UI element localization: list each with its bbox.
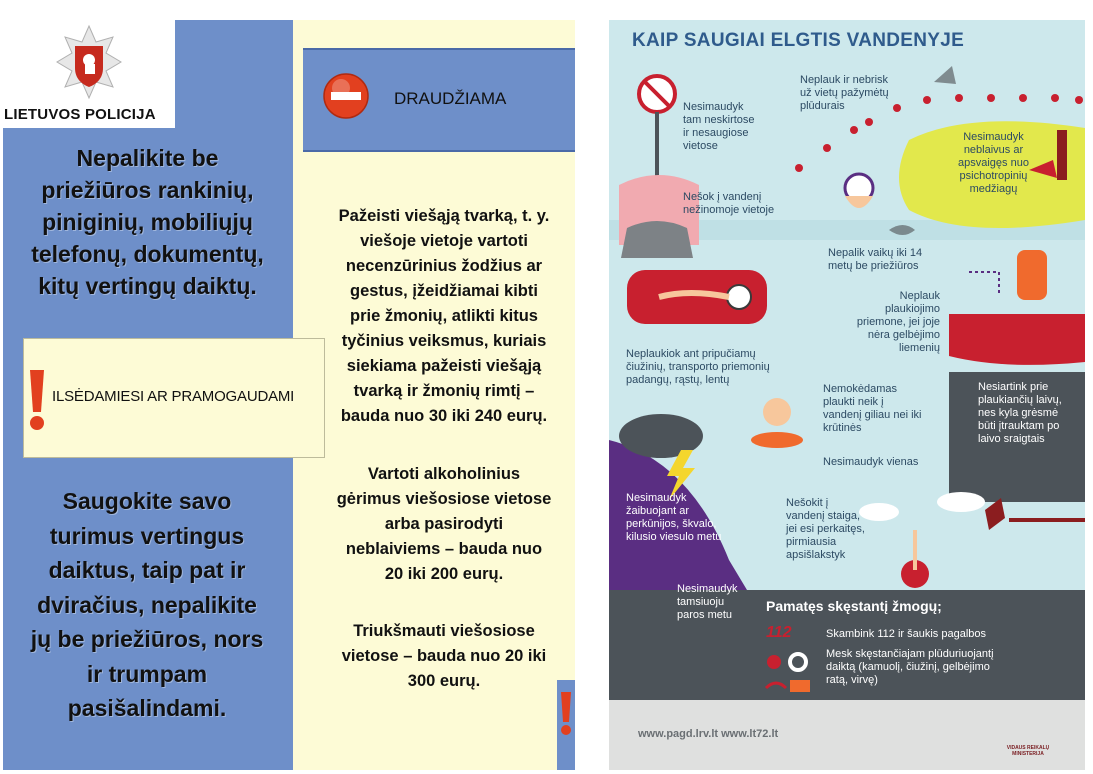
- child-icon: [763, 398, 791, 426]
- rescue-title: Pamatęs skęstantį žmogų;: [766, 598, 942, 614]
- footer-links: www.pagd.lrv.lt www.lt72.lt: [638, 728, 779, 740]
- text-line: viešoje vietoje vartoti: [360, 232, 528, 250]
- valuables-message: [15, 142, 280, 302]
- text-line: Nemokėdamas: [823, 383, 897, 395]
- text-line: Neplauk: [899, 290, 940, 302]
- emergency-number: 112: [766, 624, 792, 641]
- text-line: laivo sraigtais: [978, 433, 1045, 445]
- text-line: prie žmonių, atlikti kitus: [350, 307, 538, 325]
- text-line: vietose: [683, 140, 718, 152]
- text-line: nežinomoje vietoje: [683, 204, 775, 216]
- text-line: Nesiartink prie: [978, 381, 1049, 393]
- text-line: tyčinius veiksmus, kuriais: [341, 332, 547, 350]
- life-vest-icon: [1017, 250, 1047, 300]
- no-entry-icon: [322, 72, 370, 120]
- tip-boats: [978, 381, 1062, 446]
- tip-unknown-dive: [683, 191, 774, 217]
- text-line: čiužinių, transporto priemonių: [626, 361, 770, 373]
- text-line: 300 eurų.: [407, 672, 481, 690]
- text-line: Nešok į vandenį: [683, 191, 762, 203]
- text-line: vandenį giliau nei iki: [823, 409, 922, 421]
- tip-drunk: [958, 131, 1029, 196]
- text-line: būti įtrauktam po: [978, 420, 1060, 432]
- rescue-items-icon: [764, 650, 814, 696]
- text-line: telefonų, dokumentų,: [31, 241, 264, 267]
- tip-children: [828, 247, 922, 273]
- text-line: ir nesaugiose: [683, 127, 749, 139]
- text-line: plūdurais: [800, 100, 845, 112]
- text-line: apsišlakstyk: [786, 549, 846, 561]
- text-line: dviračius, nepalikite: [37, 591, 257, 618]
- exclamation-icon: [559, 690, 573, 738]
- text-line: priežiūros rankinių,: [41, 177, 254, 203]
- text-line: krūtinės: [823, 422, 862, 434]
- text-line: nes kyla grėsmė: [978, 407, 1059, 419]
- boat-icon: [949, 314, 1085, 365]
- text-line: pirmiausia: [786, 536, 837, 548]
- rescue-throw: [826, 648, 994, 687]
- shark-fin-icon: [934, 66, 956, 84]
- text-line: metų be priežiūros: [828, 260, 919, 272]
- text-line: Triukšmauti viešosiose: [353, 622, 535, 640]
- text-line: Nesimaudyk: [626, 492, 687, 504]
- public-order-rule: [320, 204, 568, 429]
- bottle-icon: [1057, 130, 1067, 180]
- text-line: siekiama pažeisti viešąją: [346, 357, 542, 375]
- noise-rule: [320, 619, 568, 694]
- tip-night: [677, 583, 738, 622]
- tip-deep-water: [823, 383, 921, 435]
- logo-text: LIETUVOS POLICIJA: [4, 106, 156, 123]
- text-line: plaukiančių laivų,: [978, 394, 1062, 406]
- ministry-name: VIDAUS REIKALŲ MINISTERIJA: [1006, 745, 1050, 757]
- text-line: kilusio viesulo metu: [626, 531, 722, 543]
- text-line: Nesimaudyk: [683, 101, 744, 113]
- text-line: paros metu: [677, 609, 733, 621]
- text-line: perkūnijos, škvalo,: [626, 518, 717, 530]
- text-line: plaukti neik į: [823, 396, 884, 408]
- text-line: apsvaigęs nuo: [958, 157, 1029, 169]
- text-line: gestus, įžeidžiamai kibti: [350, 282, 538, 300]
- text-line: jei esi perkaitęs,: [786, 523, 865, 535]
- text-line: arba pasirodyti: [384, 515, 504, 533]
- text-line: tam neskirtose: [683, 114, 755, 126]
- text-line: Pažeisti viešąją tvarką, t. y.: [338, 207, 550, 225]
- text-line: Vartoti alkoholinius: [367, 465, 521, 483]
- text-line: tvarką ir žmonių rimtį –: [353, 382, 535, 400]
- text-line: Mesk skęstančiajam plūduriuojantį: [826, 648, 994, 660]
- text-line: priemone, jei joje: [856, 316, 940, 328]
- police-star-icon: [3, 20, 175, 110]
- text-line: neblaiviems – bauda nuo: [345, 540, 543, 558]
- text-line: Nepalikite be: [76, 145, 219, 171]
- tip-not-alone: [823, 456, 918, 469]
- bicycle-message: [12, 484, 282, 726]
- text-line: Nesimaudyk vienas: [823, 456, 919, 468]
- tip-inflatables: [626, 348, 770, 387]
- rescue-call: Skambink 112 ir šaukis pagalbos: [826, 628, 986, 640]
- text-line: nėra gelbėjimo: [867, 329, 940, 341]
- text-line: Nesimaudyk: [963, 131, 1024, 143]
- text-line: daiktą (kamuolį, čiužinį, gelbėjimo: [826, 661, 990, 673]
- prohibited-label: DRAUDŽIAMA: [394, 89, 507, 108]
- tip-life-vest: [840, 290, 940, 355]
- tip-buoys: [800, 74, 889, 113]
- text-line: Nesimaudyk: [677, 583, 738, 595]
- rest-label: ILSĖDAMIESI AR PRAMOGAUDAMI: [52, 388, 295, 405]
- text-line: Nepalik vaikų iki 14: [828, 247, 923, 259]
- alcohol-rule: [320, 462, 568, 587]
- text-line: ratą, virvę): [826, 674, 878, 686]
- text-line: Neplauk ir nebrisk: [800, 74, 889, 86]
- text-line: vietose – bauda nuo 20 iki: [341, 647, 547, 665]
- tip-overheated: [786, 497, 865, 562]
- tip-storm: [626, 492, 721, 544]
- text-line: plaukiojimo: [884, 303, 940, 315]
- propeller-icon: [985, 498, 1005, 530]
- exclamation-icon: [26, 368, 48, 432]
- text-line: ir trumpam: [86, 660, 208, 687]
- text-line: neblaivus ar: [963, 144, 1024, 156]
- poster-title: KAIP SAUGIAI ELGTIS VANDENYJE: [632, 30, 965, 51]
- text-line: žaibuojant ar: [626, 505, 689, 517]
- text-line: bauda nuo 30 iki 240 eurų.: [340, 407, 548, 425]
- text-line: medžiagų: [969, 183, 1018, 195]
- text-line: padangų, rąstų, lentų: [626, 374, 730, 386]
- text-line: kitų vertingų daiktų.: [38, 273, 257, 299]
- text-line: psichotropinių: [959, 170, 1028, 182]
- text-line: Saugokite savo: [62, 488, 232, 514]
- text-line: necenzūrinius žodžius ar: [345, 257, 543, 275]
- text-line: liemenių: [899, 342, 940, 354]
- text-line: pasišalindami.: [67, 695, 227, 721]
- tip-unsafe-places: [683, 101, 755, 153]
- rock-icon: [621, 221, 693, 258]
- text-line: vandenį staiga,: [786, 510, 860, 522]
- text-line: 20 iki 200 eurų.: [384, 565, 504, 583]
- text-line: Nešokit į: [786, 497, 829, 509]
- text-line: turimus vertingus: [49, 522, 245, 549]
- text-line: piniginių, mobiliųjų: [42, 209, 253, 235]
- text-line: jų be priežiūros, nors: [30, 626, 264, 652]
- text-line: daiktus, taip pat ir: [48, 557, 246, 583]
- text-line: Neplaukiok ant pripučiamų: [626, 348, 756, 360]
- text-line: už vietų pažymėtų: [800, 87, 889, 99]
- text-line: tamsiuoju: [677, 596, 725, 608]
- text-line: gėrimus viešosiose vietose: [336, 490, 552, 508]
